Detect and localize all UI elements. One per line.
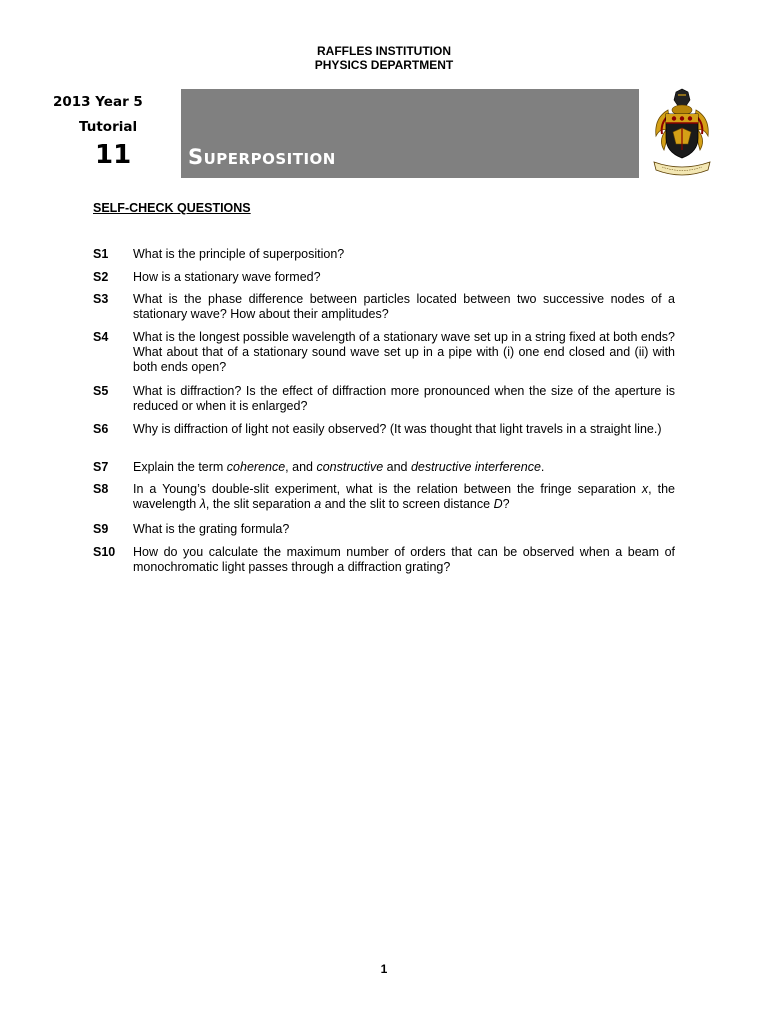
question-item xyxy=(93,292,675,322)
question-item xyxy=(93,522,675,537)
question-number: S1 xyxy=(93,247,109,261)
question-text: What is the grating formula? xyxy=(133,522,290,536)
question-item xyxy=(93,482,675,512)
question-item xyxy=(93,330,675,375)
question-number: S8 xyxy=(93,482,109,496)
tutorial-number: 11 xyxy=(95,140,132,170)
question-text: Explain the term coherence, and constructive and destructive interference. xyxy=(133,460,545,474)
tutorial-year: 2013 Year 5 xyxy=(53,94,143,110)
page-number: 1 xyxy=(380,962,388,976)
institution-name: RAFFLES INSTITUTION xyxy=(317,44,451,58)
question-item xyxy=(93,384,675,414)
question-text: What is diffraction? Is the effect of diffraction more pronounced when the size of the aperture is reduced or when it is enlarged? xyxy=(133,384,675,413)
question-text: In a Young’s double-slit experiment, what is the relation between the fringe separation x, the wavelength λ, the slit separation a and the slit to screen distance D? xyxy=(133,482,675,511)
tutorial-label: Tutorial xyxy=(79,119,138,135)
question-item xyxy=(93,422,675,437)
question-item xyxy=(93,545,675,575)
question-number: S4 xyxy=(93,330,109,344)
question-item xyxy=(93,247,675,262)
question-number: S5 xyxy=(93,384,109,398)
question-text: How is a stationary wave formed? xyxy=(133,270,321,284)
question-text: Why is diffraction of light not easily observed? (It was thought that light travels in a straight line.) xyxy=(133,422,662,436)
question-number: S10 xyxy=(93,545,116,559)
section-heading: SELF-CHECK QUESTIONS xyxy=(93,201,251,215)
question-number: S9 xyxy=(93,522,109,536)
tutorial-title: Superposition xyxy=(188,145,336,169)
question-number: S3 xyxy=(93,292,109,306)
question-text: How do you calculate the maximum number of orders that can be observed when a beam of monochromatic light passes through a diffraction grating? xyxy=(133,545,675,574)
question-number: S7 xyxy=(93,460,109,474)
question-item xyxy=(93,270,675,285)
school-crest-logo xyxy=(648,88,716,182)
question-number: S6 xyxy=(93,422,109,436)
department-name: PHYSICS DEPARTMENT xyxy=(314,58,454,72)
question-text: What is the longest possible wavelength of a stationary wave set up in a string fixed at both ends? What about that of a stationary sound wave set up in a pipe with (i) one end closed and (ii) with both ends open? xyxy=(133,330,675,374)
question-text: What is the principle of superposition? xyxy=(133,247,345,261)
question-item xyxy=(93,460,675,475)
question-number: S2 xyxy=(93,270,109,284)
question-text: What is the phase difference between particles located between two successive nodes of a stationary wave? How about their amplitudes? xyxy=(133,292,675,321)
title-banner xyxy=(181,89,639,178)
